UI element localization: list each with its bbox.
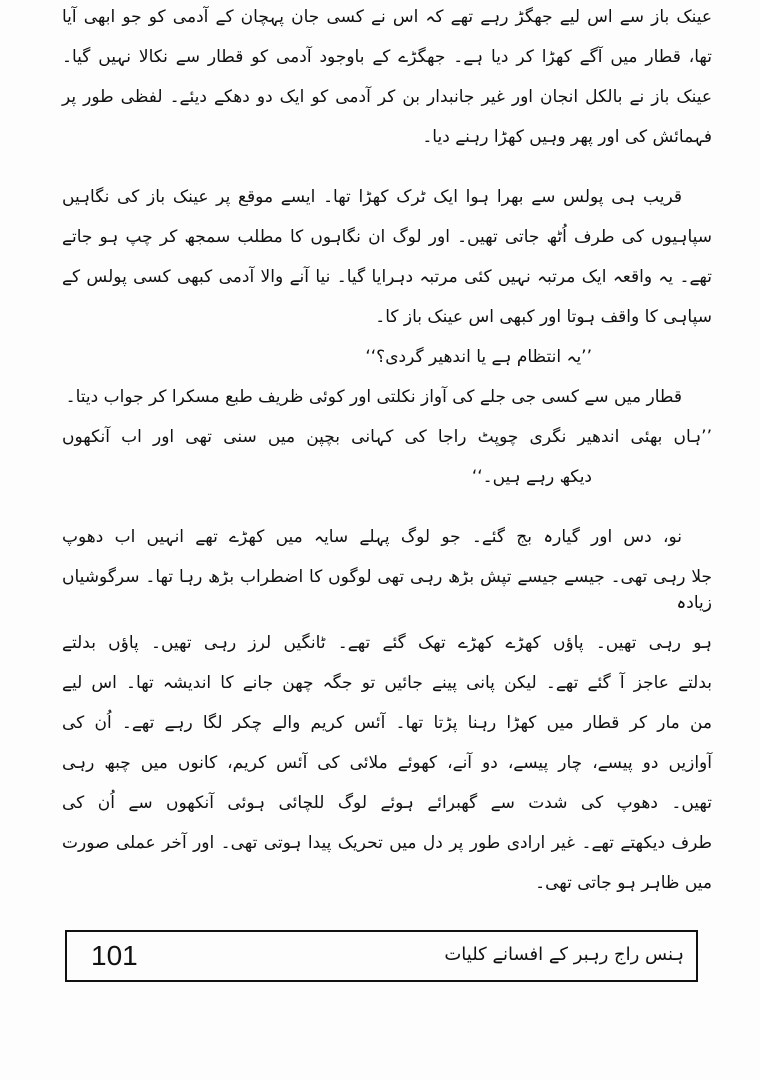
- text-line: ’’یہ انتظام ہے یا اندھیر گردی؟‘‘: [365, 347, 592, 367]
- text-line: ہو رہی تھیں۔ پاؤں کھڑے کھڑے تھک گئے تھے۔ ٹانگیں لرز رہی تھیں۔ پاؤں بدلتے: [62, 633, 712, 653]
- text-line: میں ظاہر ہو جاتی تھی۔: [535, 873, 712, 893]
- text-line: سپاہیوں کی طرف اُٹھ جاتی تھیں۔ اور لوگ ان نگاہوں کا مطلب سمجھ کر چپ ہو جاتے: [62, 227, 712, 247]
- page-number: 101: [91, 940, 138, 971]
- text-line: تھا، قطار میں آگے کھڑا کر دیا ہے۔ جھگڑے کے باوجود آدمی کو قطار سے نکالا نہیں گیا۔: [62, 47, 712, 67]
- text-line: سپاہی کا واقف ہوتا اور کبھی اس عینک باز کا۔: [375, 307, 712, 327]
- book-title: ہنس راج رہبر کے افسانے کلیات: [444, 944, 684, 965]
- text-line: بدلتے عاجز آ گئے تھے۔ لیکن پانی پینے جائیں تو جگہ چھن جانے کا اندیشہ تھا۔ اس لیے: [62, 673, 712, 693]
- text-line: طرف دیکھتے تھے۔ غیر ارادی طور پر دل میں تحریک پیدا ہوتی تھی۔ اور آخر عملی صورت: [62, 833, 712, 853]
- page-footer: [65, 930, 698, 982]
- text-line: فہمائش کی اور پھر وہیں کھڑا رہنے دیا۔: [422, 127, 712, 147]
- text-line: تھے۔ یہ واقعہ ایک مرتبہ نہیں کئی مرتبہ دہرایا گیا۔ نیا آنے والا آدمی کبھی کسی پولس کے: [62, 267, 712, 287]
- text-line: نو، دس اور گیارہ بج گئے۔ جو لوگ پہلے سایہ میں کھڑے تھے انہیں اب دھوپ: [62, 527, 682, 547]
- text-line: من مار کر قطار میں کھڑا رہنا پڑتا تھا۔ آئس کریم والے چکر لگا رہے تھے۔ اُن کی: [62, 713, 712, 733]
- text-line: قریب ہی پولس سے بھرا ہوا ایک ٹرک کھڑا تھا۔ ایسے موقع پر عینک باز کی نگاہیں: [62, 187, 682, 207]
- text-line: عینک باز سے اس لیے جھگڑ رہے تھے کہ اس نے کسی جان پہچان کے آدمی کو جو ابھی آیا: [62, 7, 712, 27]
- text-line: تھیں۔ دھوپ کی شدت سے گھبرائے ہوئے لوگ للچائی ہوئی آنکھوں سے اُن کی: [62, 793, 712, 813]
- text-line: دیکھ رہے ہیں۔‘‘: [471, 467, 592, 487]
- text-line: ’’ہاں بھئی اندھیر نگری چوپٹ راجا کی کہانی بچپن میں سنی تھی اور اب آنکھوں: [62, 427, 712, 447]
- text-line: آوازیں دو پیسے، چار پیسے، دو آنے، کھوئے ملائی کی آئس کریم، کانوں میں چبھ رہی: [62, 753, 712, 773]
- text-line: قطار میں سے کسی جی جلے کی آواز نکلتی اور کوئی ظریف طبع مسکرا کر جواب دیتا۔: [65, 387, 682, 407]
- text-line: جلا رہی تھی۔ جیسے جیسے تپش بڑھ رہی تھی لوگوں کا اضطراب بڑھ رہا تھا۔ سرگوشیاں زیادہ: [62, 567, 712, 613]
- text-line: عینک باز نے بالکل انجان اور غیر جانبدار بن کر آدمی کو ایک دو دھکے دیئے۔ لفظی طور پر: [62, 87, 712, 107]
